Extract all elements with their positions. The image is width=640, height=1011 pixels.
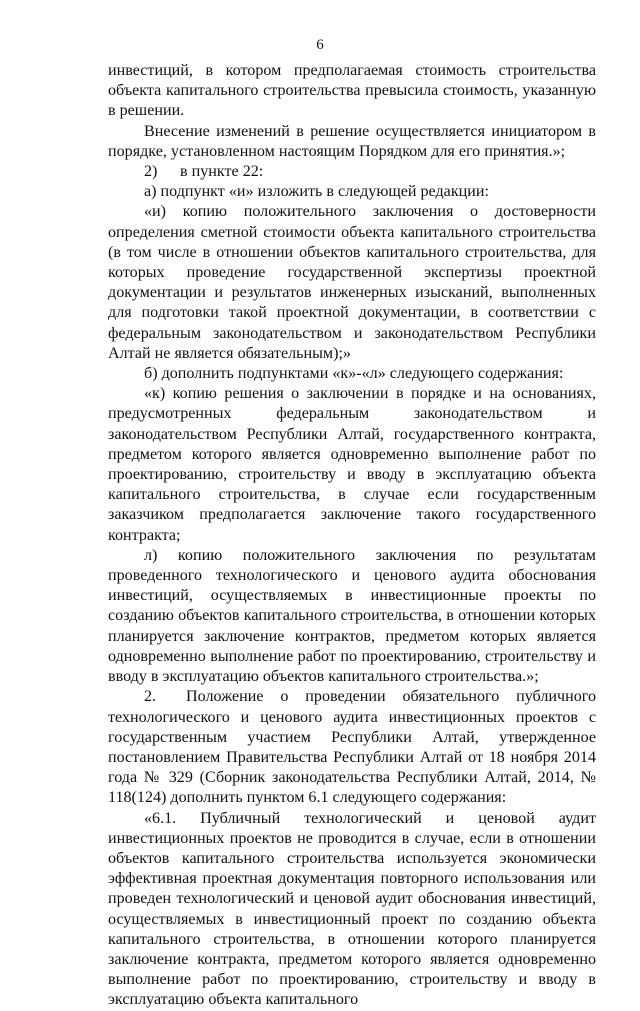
list-item-number: 2) xyxy=(144,163,158,181)
paragraph-7: л) копию положительного заключения по результатам проведенного технологического и ценового аудита обоснования инвестиций, осуществляемых в инвестиционные проекты по созданию объектов капитального строительства, в отношении которых планируется заключение контрактов, предметом которых является одновременно выполнение работ по проектированию, строительству и вводу в эксплуатацию объектов капитального строительства.»; xyxy=(108,546,596,686)
list-item-text: в пункте 22: xyxy=(180,163,264,181)
document-body xyxy=(108,61,596,1011)
paragraph-5: б) дополнить подпунктами «к»-«л» следующего содержания: xyxy=(144,365,564,383)
list-item-2 xyxy=(108,162,596,182)
page-number: 6 xyxy=(316,37,324,53)
section-item-text: Положение о проведении обязательного публичного технологического и ценового аудита инвестиционных проектов с государственным участием Республики Алтай, утвержденное постановлением Правительства Республики Алтай от 18 ноября 2014 года № 329 (Сборник законодательства Республики Алтай, 2014, № 118(124) дополнить пунктом 6.1 следующего содержания: xyxy=(108,688,596,807)
paragraph-1: инвестиций, в котором предполагаемая стоимость строительства объекта капитального строительства превысила стоимость, указанную в решении. xyxy=(108,62,596,120)
paragraph-4: «и) копию положительного заключения о достоверности определения сметной стоимости объекта капитального строительства (в том числе в отношении объектов капитального строительства, для которых проведение государственной экспертизы проектной документации и результатов инженерных изысканий, выполненных для подготовки такой проектной документации, в соответствии с федеральным законодательством и законодательством Республики Алтай не является обязательным);» xyxy=(108,203,596,362)
paragraph-2: Внесение изменений в решение осуществляется инициатором в порядке, установленном настоящим Порядком для его принятия.»; xyxy=(108,122,596,160)
section-item-number: 2. xyxy=(144,688,157,706)
paragraph-8: «6.1. Публичный технологический и ценовой аудит инвестиционных проектов не проводится в случае, если в отношении объектов капитального строительства используется экономически эффективная проектная документация повторного использования или проведен технологический и ценовой аудит обоснования инвестиций, осуществляемых в инвестиционный проект по созданию объекта капитального строительства, в отношении которого планируется заключение контракта, предметом которого является одновременно выполнение работ по проектированию, строительству и вводу в эксплуатацию объекта капитального xyxy=(108,809,596,1009)
paragraph-6: «к) копию решения о заключении в порядке и на основаниях, предусмотренных федеральным законодательством и законодательством Республики Алтай, государственного контракта, предметом которого является одновременно выполнение работ по проектированию, строительству и вводу в эксплуатацию объекта капитального строительства, в случае если государственным заказчиком предполагается заключение такого государственного контракта; xyxy=(108,385,596,544)
paragraph-3: а) подпункт «и» изложить в следующей редакции: xyxy=(144,183,489,201)
section-item-2 xyxy=(108,687,596,808)
